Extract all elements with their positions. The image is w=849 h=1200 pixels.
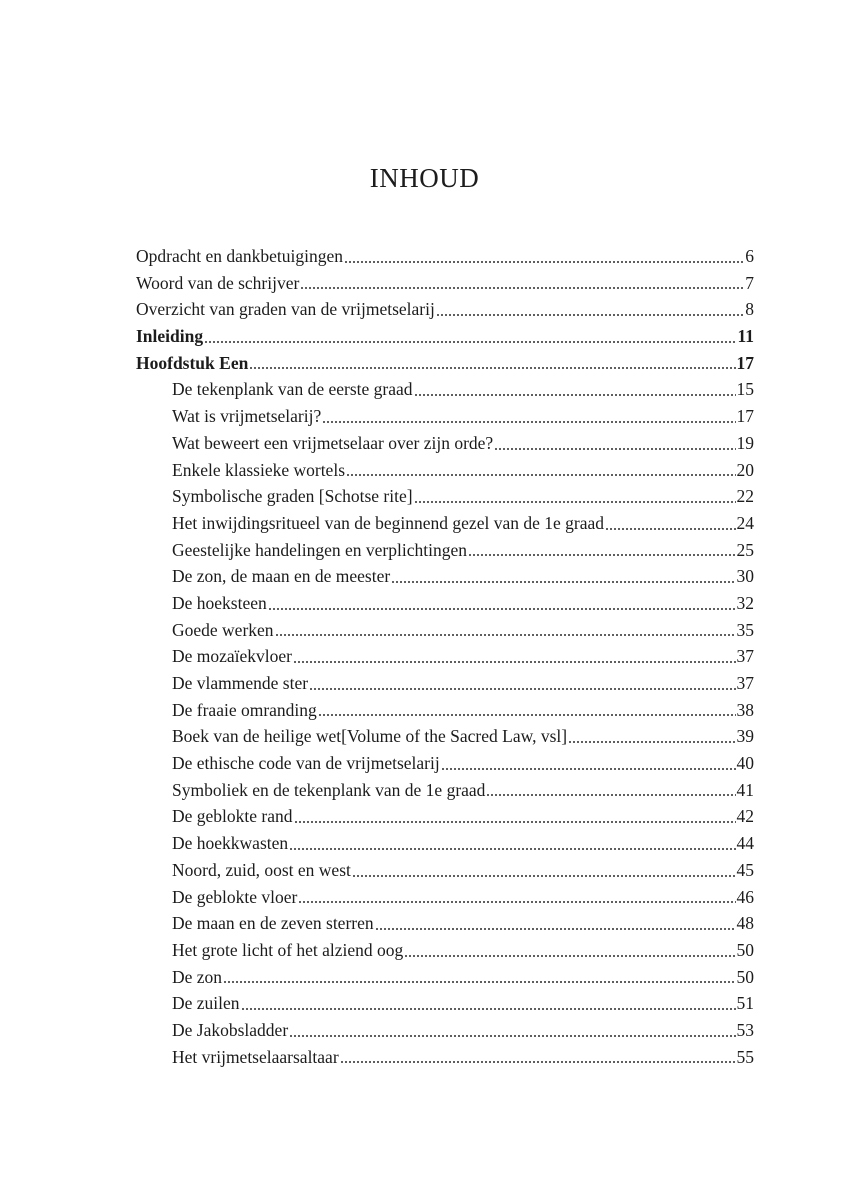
toc-page-number: 22 [736,486,754,507]
page-title: INHOUD [369,163,480,193]
dot-leader [414,394,736,396]
toc-subentry [136,803,754,830]
dot-leader [275,634,736,636]
toc-page-number: 30 [736,566,754,587]
toc-subentry [136,510,754,537]
dot-leader [568,741,735,743]
dot-leader [494,448,735,450]
dot-leader [436,314,744,316]
toc-page-number: 46 [736,886,754,907]
toc-subentry [136,643,754,670]
toc-entry [136,243,754,270]
toc-page-number: 32 [736,592,754,613]
toc-page-number: 37 [736,646,754,667]
toc-page-number: 55 [736,1046,754,1067]
toc-subentry [136,617,754,644]
toc-subentry [136,884,754,911]
toc-subentry [136,483,754,510]
dot-leader [468,554,736,556]
dot-leader [391,581,735,583]
toc-entry-title: Het inwijdingsritueel van de beginnend gezel van de 1e graad [172,512,604,533]
dot-leader [223,981,735,983]
toc-entry-title: De zon, de maan en de meester [172,566,391,587]
toc-page-number: 40 [736,753,754,774]
toc-entry-title: Opdracht en dankbetuigingen [136,246,344,266]
dot-leader [340,1061,736,1063]
dot-leader [605,528,736,530]
dot-leader [300,287,744,289]
toc-entry-title: Overzicht van graden van de vrijmetselarij [136,299,435,320]
dot-leader [318,714,736,716]
toc-subentry [136,964,754,991]
toc-entry-title: De geblokte rand [172,806,293,827]
toc-page-number: 19 [736,432,754,453]
toc-entry-title: De hoeksteen [172,592,267,613]
toc-entry-title: Woord van de schrijver [136,272,300,293]
toc-subentry [136,910,754,937]
dot-leader [241,1008,736,1010]
toc-subentry [136,697,754,724]
toc-entry-title: De zuilen [172,993,240,1014]
toc-subentry [136,1017,754,1044]
toc-entry [136,296,754,323]
toc-page-number: 24 [736,512,754,533]
dot-leader [404,955,735,957]
toc-page-number: 44 [736,833,754,854]
toc-page-number: 39 [736,726,754,747]
toc-entry-title: Noord, zuid, oost en west [172,859,351,880]
dot-leader [268,608,736,610]
toc-page-number: 25 [736,539,754,560]
toc-page-number: 11 [737,326,754,347]
toc-entry-title: De maan en de zeven sterren [172,913,374,934]
dot-leader [309,688,735,690]
toc-entry-title: De fraaie omranding [172,699,317,720]
toc-entry [136,350,754,377]
toc-entry-title: Enkele klassieke wortels [172,459,346,480]
dot-leader [298,901,735,903]
toc-entry-title: De hoekkwasten [172,833,289,854]
toc-subentry [136,990,754,1017]
dot-leader [486,794,735,796]
toc-page-number: 15 [736,379,754,400]
dot-leader [294,821,736,823]
toc-subentry [136,670,754,697]
toc-entry-title: De mozaïekvloer [172,646,293,667]
toc-subentry [136,857,754,884]
toc-entry-title: Symbolische graden [Schotse rite] [172,486,413,507]
toc-entry-title: Geestelijke handelingen en verplichtingen [172,539,467,560]
toc-page-number: 17 [736,406,754,427]
toc-page-number: 35 [736,619,754,640]
toc-page-number: 38 [736,699,754,720]
toc-page-number: 6 [745,246,754,266]
toc-subentry [136,1044,754,1071]
toc-subentry [136,563,754,590]
toc-page-number: 45 [736,859,754,880]
toc-page-number: 50 [736,966,754,987]
dot-leader [293,661,735,663]
toc-page-number: 20 [736,459,754,480]
toc-subentry [136,830,754,857]
toc-page-number: 8 [745,299,754,320]
toc-page-number: 53 [736,1019,754,1040]
toc-page-number: 42 [736,806,754,827]
toc-subentry [136,723,754,750]
toc-entry-title: De geblokte vloer [172,886,298,907]
toc-subentry [136,777,754,804]
toc-entry-title: De vlammende ster [172,673,309,693]
toc-subentry [136,750,754,777]
toc-page-number: 51 [736,993,754,1014]
toc-entry-title: De Jakobsladder [172,1019,289,1040]
toc-entry-title: Goede werken [172,619,274,640]
dot-leader [346,474,735,476]
dot-leader [441,768,736,770]
toc-entry-title: Wat is vrijmetselarij? [172,406,322,427]
dot-leader [289,848,735,850]
toc-entry-title: Het vrijmetselaarsaltaar [172,1046,339,1067]
toc-entry-title: Symboliek en de tekenplank van de 1e graad [172,779,486,800]
toc-subentry [136,937,754,964]
toc-subentry [136,590,754,617]
dot-leader [322,421,735,423]
dot-leader [352,875,736,877]
toc-page-number: 7 [745,272,754,293]
dot-leader [204,341,736,343]
table-of-contents [136,243,754,1070]
toc-entry-title: De tekenplank van de eerste graad [172,379,413,400]
toc-subentry [136,376,754,403]
toc-entry-title: De zon [172,966,223,987]
toc-entry [136,323,754,350]
toc-page-number: 50 [736,939,754,960]
toc-page-number: 17 [736,352,754,373]
dot-leader [249,367,735,369]
dot-leader [375,928,736,930]
toc-entry [136,270,754,297]
toc-page-number: 37 [736,673,754,693]
toc-subentry [136,457,754,484]
toc-subentry [136,430,754,457]
toc-page-number: 41 [736,779,754,800]
dot-leader [289,1035,735,1037]
toc-entry-title: Wat beweert een vrijmetselaar over zijn orde? [172,432,494,453]
dot-leader [344,261,744,263]
toc-entry-title: Boek van de heilige wet[Volume of the Sacred Law, vsl] [172,726,568,747]
dot-leader [414,501,736,503]
toc-entry-title: Het grote licht of het alziend oog [172,939,404,960]
toc-entry-title: De ethische code van de vrijmetselarij [172,753,440,774]
toc-subentry [136,403,754,430]
toc-subentry [136,537,754,564]
toc-page-number: 48 [736,913,754,934]
toc-entry-title: Hoofdstuk Een [136,352,249,373]
toc-entry-title: Inleiding [136,326,204,347]
